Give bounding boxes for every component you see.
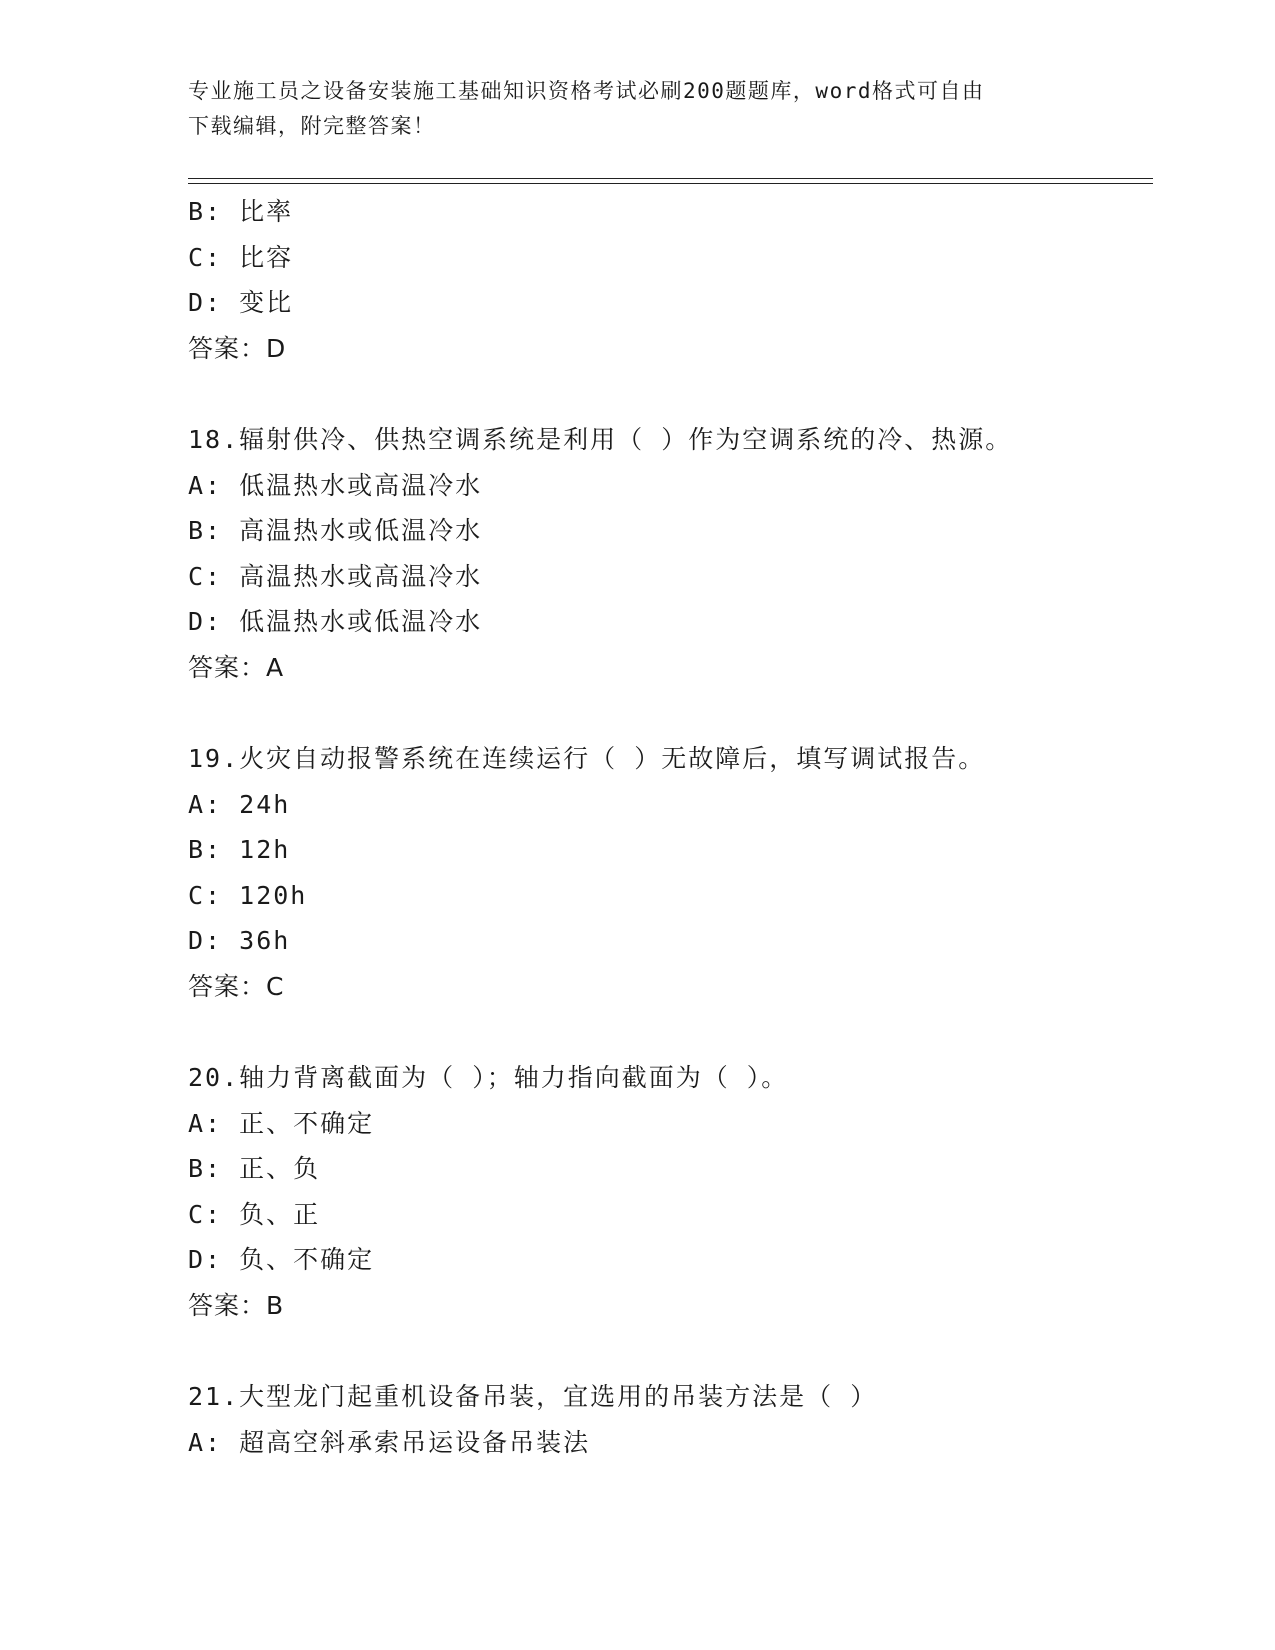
option-a: A: 超高空斜承索吊运设备吊装法 <box>188 1427 591 1457</box>
answer-line: 答案：C <box>188 971 285 1001</box>
header-line-1: 专业施工员之设备安装施工基础知识资格考试必刷200题题库，word格式可自由 <box>188 79 985 103</box>
option-b: B: 正、负 <box>188 1154 321 1183</box>
option-a: A: 24h <box>188 789 291 819</box>
option-d: D: 低温热水或低温冷水 <box>188 607 483 636</box>
carryover-block <box>188 189 1153 371</box>
option-d: D: 负、不确定 <box>188 1245 375 1274</box>
option-a: A: 正、不确定 <box>188 1108 375 1138</box>
question-title: 21.大型龙门起重机设备吊装，宜选用的吊装方法是（ ） <box>188 1382 878 1411</box>
question-title: 19.火灾自动报警系统在连续运行（ ）无故障后，填写调试报告。 <box>188 744 986 773</box>
option-d: D: 36h <box>188 926 291 955</box>
option-c: C: 负、正 <box>188 1199 321 1229</box>
option-c: C: 120h <box>188 880 308 910</box>
question-title: 20.轴力背离截面为（ ）；轴力指向截面为（ ）。 <box>188 1063 789 1092</box>
header-rule-bottom <box>188 183 1153 184</box>
option-b: B: 高温热水或低温冷水 <box>188 516 483 545</box>
answer-line: 答案：B <box>188 1290 285 1320</box>
header-rule-top <box>188 178 1153 179</box>
spacer <box>188 690 1153 736</box>
question-20 <box>188 1055 1153 1328</box>
document-header <box>188 74 1088 144</box>
spacer <box>188 1009 1153 1055</box>
question-21 <box>188 1374 1153 1465</box>
option-b: B: 比率 <box>188 197 294 226</box>
question-18 <box>188 417 1153 690</box>
option-d: D: 变比 <box>188 288 294 317</box>
answer-line: 答案：D <box>188 333 287 363</box>
option-b: B: 12h <box>188 835 291 864</box>
header-line-2: 下载编辑，附完整答案！ <box>188 114 436 138</box>
option-c: C: 比容 <box>188 242 294 272</box>
document-body <box>188 189 1153 1465</box>
spacer <box>188 1328 1153 1374</box>
question-19 <box>188 736 1153 1009</box>
answer-line: 答案：A <box>188 652 285 682</box>
question-title: 18.辐射供冷、供热空调系统是利用（ ）作为空调系统的冷、热源。 <box>188 425 1013 454</box>
option-a: A: 低温热水或高温冷水 <box>188 470 483 500</box>
option-c: C: 高温热水或高温冷水 <box>188 561 483 591</box>
spacer <box>188 371 1153 417</box>
